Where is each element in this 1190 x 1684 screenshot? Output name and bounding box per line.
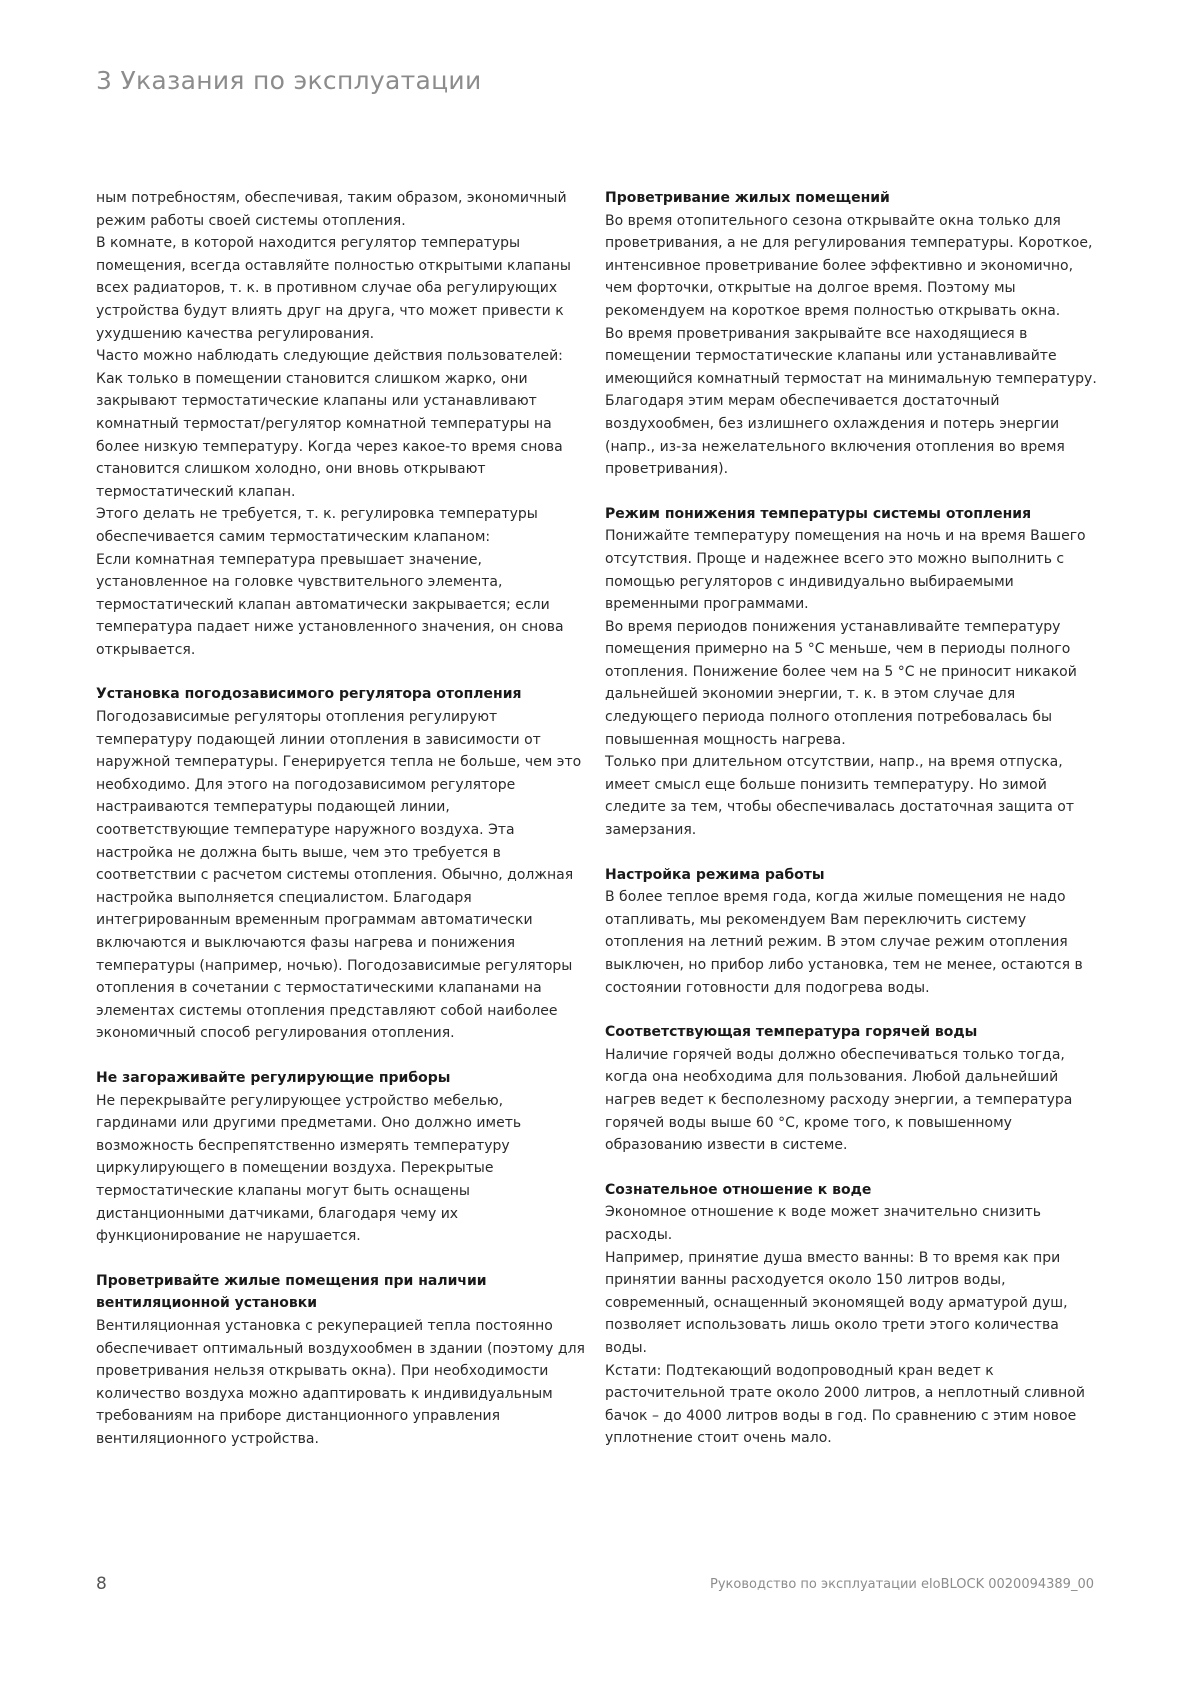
paragraph: Во время отопительного сезона открывайте окна только для проветривания, а не для регулирования температуры. Короткое, интенсивное проветривание более эффективно и экономично, чем форточки, открытые на долгое время. Поэтому мы рекомендуем на короткое время полностью открывать окна.: [605, 212, 1093, 319]
section-heading: Не загораживайте регулирующие приборы: [96, 1069, 451, 1086]
page-title: 3 Указания по эксплуатации: [96, 66, 482, 95]
section-heading: Соответствующая температура горячей воды: [605, 1024, 978, 1041]
paragraph: Вентиляционная установка с рекуперацией тепла постоянно обеспечивает оптимальный воздухообмен в здании (поэтому для проветривания нельзя открывать окна). При необходимости количество воздуха можно адаптировать к индивидуальным требованиям на приборе дистанционного управления вентиляционного устройства.: [96, 1317, 585, 1447]
paragraph: Кстати: Подтекающий водопроводный кран ведет к расточительной трате около 2000 литров, а неплотный сливной бачок – до 4000 литров воды в год. По сравнению с этим новое уплотнение стоит очень мало.: [605, 1362, 1085, 1447]
right-column: [605, 187, 1097, 1450]
paragraph: Только при длительном отсутствии, напр., на время отпуска, имеет смысл еще больше понизить температуру. Но зимой следите за тем, чтобы обеспечивалась достаточная защита от замерзания.: [605, 754, 1074, 839]
paragraph: Если комнатная температура превышает значение, установленное на головке чувствительного элемента, термостатический клапан автоматически закрывается; если температура падает ниже установленного значения, он снова открывается.: [96, 551, 564, 658]
paragraph: Например, принятие душа вместо ванны: В то время как при принятии ванны расходуется около 150 литров воды, современный, оснащенный экономящей воду арматурой душ, позволяет использовать лишь около трети этого количества воды.: [605, 1249, 1068, 1356]
paragraph: В более теплое время года, когда жилые помещения не надо отапливать, мы рекомендуем Вам переключить систему отопления на летний режим. В этом случае режим отопления выключен, но прибор либо установка, тем не менее, остаются в состоянии готовности для подогрева воды.: [605, 889, 1083, 996]
paragraph: Не перекрывайте регулирующее устройство мебелью, гардинами или другими предметами. Оно должно иметь возможность беспрепятственно измерять температуру циркулирующего в помещении воздуха. Перекрытые термостатические клапаны могут быть оснащены дистанционными датчиками, благодаря чему их функционирование не нарушается.: [96, 1092, 522, 1245]
section-heading: Настройка режима работы: [605, 866, 825, 883]
section-heading: Проветривание жилых помещений: [605, 190, 890, 206]
paragraph: Благодаря этим мерам обеспечивается достаточный воздухообмен, без излишнего охлаждения и потерь энергии (напр., из-за нежелательного включения отопления во время проветривания).: [605, 393, 1065, 478]
paragraph: Экономное отношение к воде может значительно снизить расходы.: [605, 1204, 1042, 1243]
paragraph: Часто можно наблюдать следующие действия пользователей: Как только в помещении становится слишком жарко, они закрывают термостатические клапаны или устанавливают комнатный термостат/регулятор комнатной температуры на более низкую температуру. Когда через какое-то время снова становится слишком холодно, они вновь открывают термостатический клапан.: [96, 348, 563, 500]
paragraph: Этого делать не требуется, т. к. регулировка температуры обеспечивается самим термостатическим клапаном:: [96, 506, 538, 545]
section-heading: Режим понижения температуры системы отопления: [605, 505, 1032, 522]
section-heading: Проветривайте жилые помещения при наличии вентиляционной установки: [96, 1272, 487, 1312]
paragraph: Во время проветривания закрывайте все находящиеся в помещении термостатические клапаны или устанавливайте имеющийся комнатный термостат на минимальную температуру.: [605, 325, 1097, 387]
paragraph: Наличие горячей воды должно обеспечиваться только тогда, когда она необходима для пользования. Любой дальнейший нагрев ведет к бесполезному расходу энергии, а температура горячей воды выше 60 °C, кроме того, к повышенному образованию извести в системе.: [605, 1046, 1073, 1154]
paragraph: Понижайте температуру помещения на ночь и на время Вашего отсутствия. Проще и надежнее всего это можно выполнить с помощью регуляторов с индивидуально выбираемыми временными программами.: [605, 528, 1086, 613]
section-heading: Сознательное отношение к воде: [605, 1181, 872, 1198]
paragraph: Погодозависимые регуляторы отопления регулируют температуру подающей линии отопления в зависимости от наружной температуры. Генерируется тепла не больше, чем это необходимо. Для этого на погодозависимом регуляторе настраиваются температуры подающей линии, соответствующие температуре наружного воздуха. Эта настройка не должна быть выше, чем это требуется в соответствии с расчетом системы отопления. Обычно, должная настройка выполняется специалистом. Благодаря интегрированным временным программам автоматически включаются и выключаются фазы нагрева и понижения температуры (например, ночью). Погодозависимые регуляторы отопления в сочетании с термостатическими клапанами на элементах системы отопления представляют собой наиболее экономичный способ регулирования отопления.: [96, 709, 582, 1042]
paragraph: Во время периодов понижения устанавливайте температуру помещения примерно на 5 °C меньше, чем в периоды полного отопления. Понижение более чем на 5 °C не приносит никакой дальнейшей экономии энергии, т. к. в этом случае для следующего периода полного отопления потребовалась бы повышенная мощность нагрева.: [605, 618, 1077, 748]
page-number: 8: [96, 1574, 107, 1594]
section-heading: Установка погодозависимого регулятора отопления: [96, 686, 522, 703]
document-reference: Руководство по эксплуатации eloBLOCK 0020094389_00: [710, 1577, 1094, 1592]
paragraph: В комнате, в которой находится регулятор температуры помещения, всегда оставляйте полностью открытыми клапаны всех радиаторов, т. к. в противном случае оба регулирующих устройства будут влиять друг на друга, что может привести к ухудшению качества регулирования.: [96, 235, 571, 342]
paragraph: ным потребностям, обеспечивая, таким образом, экономичный режим работы своей системы отопления.: [96, 190, 567, 229]
left-column: [96, 187, 586, 1450]
